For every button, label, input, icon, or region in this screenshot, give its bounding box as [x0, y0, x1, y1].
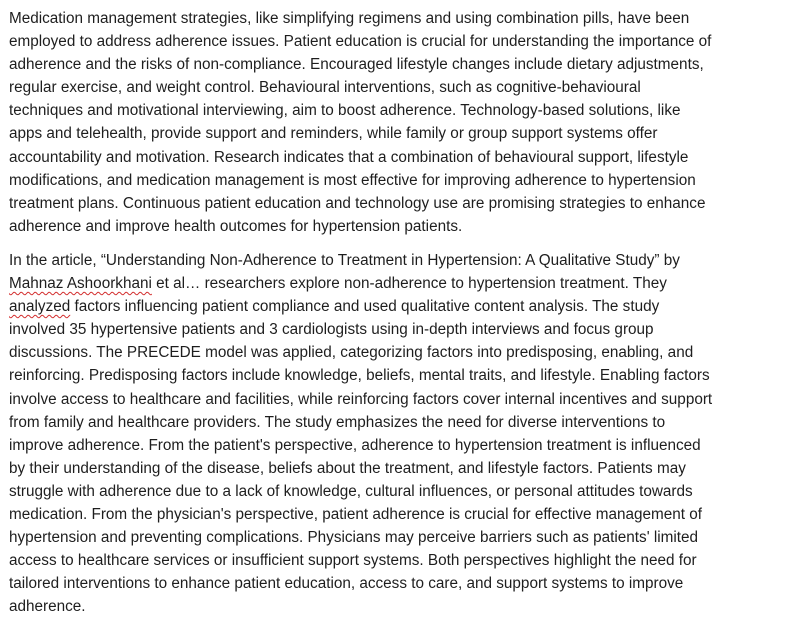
text-line: In the article, “Understanding Non-Adherence to Treatment in Hypertension: A Qualitative Study” by	[9, 251, 680, 269]
text-line: reinforcing. Predisposing factors include knowledge, beliefs, mental traits, and lifestyle. Enabling factors	[9, 367, 710, 385]
text-line: adherence.	[9, 598, 86, 616]
paragraph-article-summary	[9, 249, 781, 619]
text-line: tailored interventions to enhance patient education, access to care, and support systems to improve	[9, 575, 684, 593]
text-line: regular exercise, and weight control. Behavioural interventions, such as cognitive-behavioural	[9, 79, 641, 97]
spelling-flagged-word[interactable]: analyzed	[9, 298, 71, 316]
text-line: struggle with adherence due to a lack of knowledge, cultural influences, or personal attitudes towards	[9, 482, 693, 500]
text-line: from family and healthcare providers. The study emphasizes the need for diverse interventions to	[9, 413, 666, 431]
text-line: Medication management strategies, like simplifying regimens and using combination pills, have been	[9, 10, 690, 27]
text-line: by their understanding of the disease, beliefs about the treatment, and lifestyle factors. Patients may	[9, 459, 686, 477]
text-line: adherence and improve health outcomes for hypertension patients.	[9, 217, 463, 235]
text-line: apps and telehealth, provide support and reminders, while family or group support systems offer	[9, 125, 658, 143]
text-line: discussions. The PRECEDE model was applied, categorizing factors into predisposing, enabling, and	[9, 344, 694, 362]
text-line: techniques and motivational interviewing, aim to boost adherence. Technology-based solutions, like	[9, 102, 681, 120]
text-line	[9, 295, 781, 318]
text-line: treatment plans. Continuous patient education and technology use are promising strategies to enhance	[9, 194, 706, 212]
document-body[interactable]	[9, 7, 781, 618]
text-line: medication. From the physician's perspective, patient adherence is crucial for effective management of	[9, 505, 703, 523]
text-line: employed to address adherence issues. Patient education is crucial for understanding the importance of	[9, 33, 712, 51]
text-line: access to healthcare services or insufficient support systems. Both perspectives highlight the need for	[9, 552, 697, 570]
text-line: accountability and motivation. Research indicates that a combination of behavioural support, lifestyle	[9, 148, 689, 166]
spelling-flagged-word[interactable]: Mahnaz Ashoorkhani	[9, 275, 152, 293]
text-line	[9, 272, 781, 295]
text-line: adherence and the risks of non-compliance. Encouraged lifestyle changes include dietary adjustments,	[9, 56, 704, 74]
text-line: modifications, and medication management is most effective for improving adherence to hypertension	[9, 171, 696, 189]
paragraph-adherence-strategies	[9, 7, 781, 238]
text-line: hypertension and preventing complications. Physicians may perceive barriers such as patients' limited	[9, 529, 699, 547]
text-run: factors influencing patient compliance and used qualitative content analysis. The study	[70, 298, 660, 316]
text-run: et al… researchers explore non-adherence to hypertension treatment. They	[151, 275, 667, 293]
text-line: involve access to healthcare and facilities, while reinforcing factors cover internal incentives and support	[9, 390, 713, 408]
text-line: improve adherence. From the patient's perspective, adherence to hypertension treatment is influenced	[9, 436, 701, 454]
text-line: involved 35 hypertensive patients and 3 cardiologists using in-depth interviews and focus group	[9, 321, 654, 339]
